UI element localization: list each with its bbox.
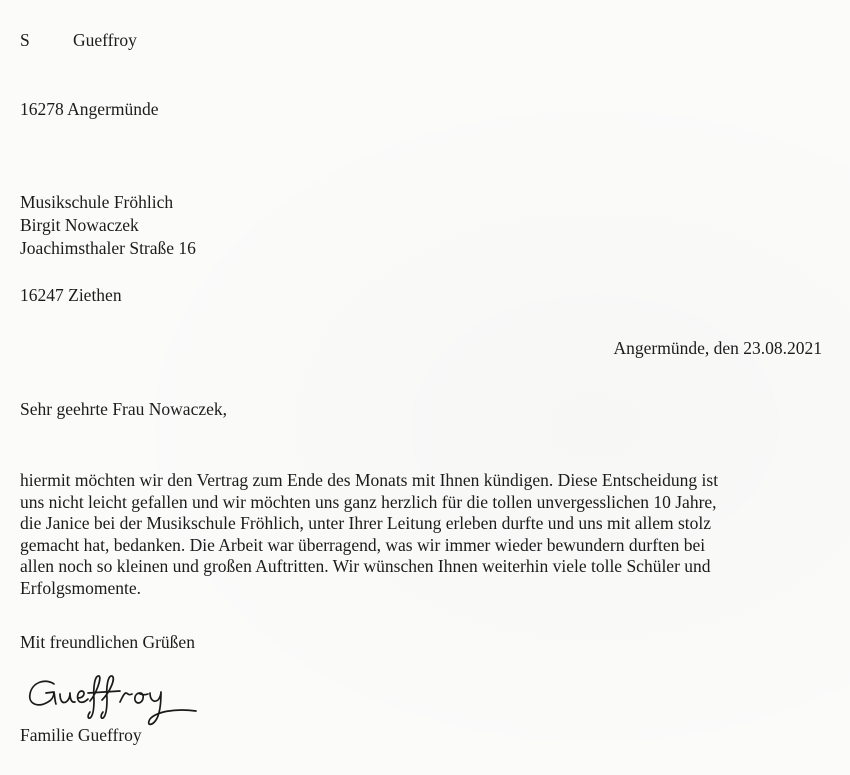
recipient-city: 16247 Ziethen: [20, 285, 122, 305]
handwritten-signature: [24, 672, 224, 728]
salutation: Sehr geehrte Frau Nowaczek,: [20, 399, 227, 419]
sender-name: Gueffroy: [73, 30, 137, 50]
closing-phrase: Mit freundlichen Grüßen: [20, 632, 195, 652]
recipient-street: Joachimsthaler Straße 16: [20, 238, 196, 258]
body-line: uns nicht leicht gefallen und wir möchten uns ganz herzlich für die tollen unvergesslichen 10 Jahre,: [20, 491, 717, 512]
sender-city: 16278 Angermünde: [20, 99, 159, 119]
body-line: gemacht hat, bedanken. Die Arbeit war überragend, was wir immer wieder bewundern durften bei: [20, 534, 706, 555]
letter-body: [20, 470, 820, 599]
recipient-organization: Musikschule Fröhlich: [20, 192, 174, 212]
letter-date: Angermünde, den 23.08.2021: [613, 338, 822, 358]
body-line: hiermit möchten wir den Vertrag zum Ende des Monats mit Ihnen kündigen. Diese Entscheidung ist: [20, 470, 719, 490]
signoff-name: Familie Gueffroy: [20, 725, 142, 745]
body-line: allen noch so kleinen und großen Auftritten. Wir wünschen Ihnen weiterhin viele tolle Schüler und: [20, 556, 711, 576]
sender-initial: S: [20, 30, 30, 50]
recipient-name: Birgit Nowaczek: [20, 215, 139, 235]
body-line: Erfolgsmomente.: [20, 577, 142, 598]
body-line: die Janice bei der Musikschule Fröhlich, unter Ihrer Leitung erleben durfte und uns mit allem stolz: [20, 513, 712, 533]
